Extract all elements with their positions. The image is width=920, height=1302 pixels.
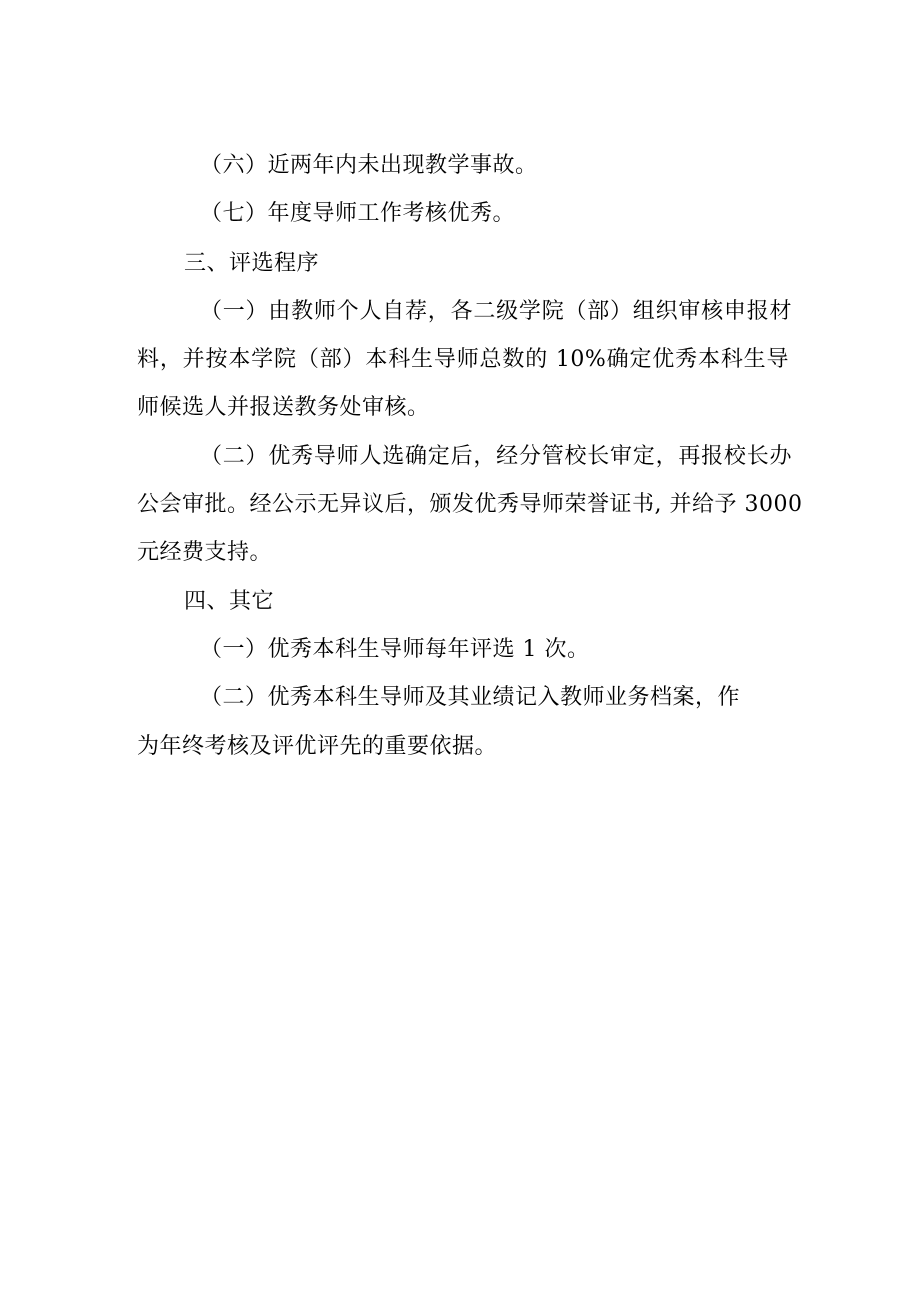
other-2-line-2: 为年终考核及评优评先的重要依据。: [137, 734, 498, 759]
procedure-2-line-3: 元经费支持。: [137, 540, 273, 565]
other-2-line-1: （二）优秀本科生导师及其业绩记入教师业务档案，作: [200, 685, 741, 710]
section-heading-other: 四、其它: [184, 589, 275, 614]
procedure-2-line-2: 公会审批。经公示无异议后，颁发优秀导师荣誉证书, 并给予 3000: [137, 492, 803, 517]
section-heading-selection-procedure: 三、评选程序: [184, 251, 320, 276]
clause-6-text: （六）近两年内未出现教学事故。: [200, 153, 538, 178]
clause-7-text: （七）年度导师工作考核优秀。: [200, 201, 516, 226]
procedure-1-line-3: 师候选人并报送教务处审核。: [137, 395, 430, 420]
procedure-1-line-1: （一）由教师个人自荐，各二级学院（部）组织审核申报材: [200, 299, 792, 324]
other-1-text: （一）优秀本科生导师每年评选 1 次。: [200, 637, 590, 662]
procedure-2-line-1: （二）优秀导师人选确定后，经分管校长审定，再报校长办: [200, 444, 792, 469]
procedure-1-line-2: 料，并按本学院（部）本科生导师总数的 10%确定优秀本科生导: [137, 347, 789, 372]
